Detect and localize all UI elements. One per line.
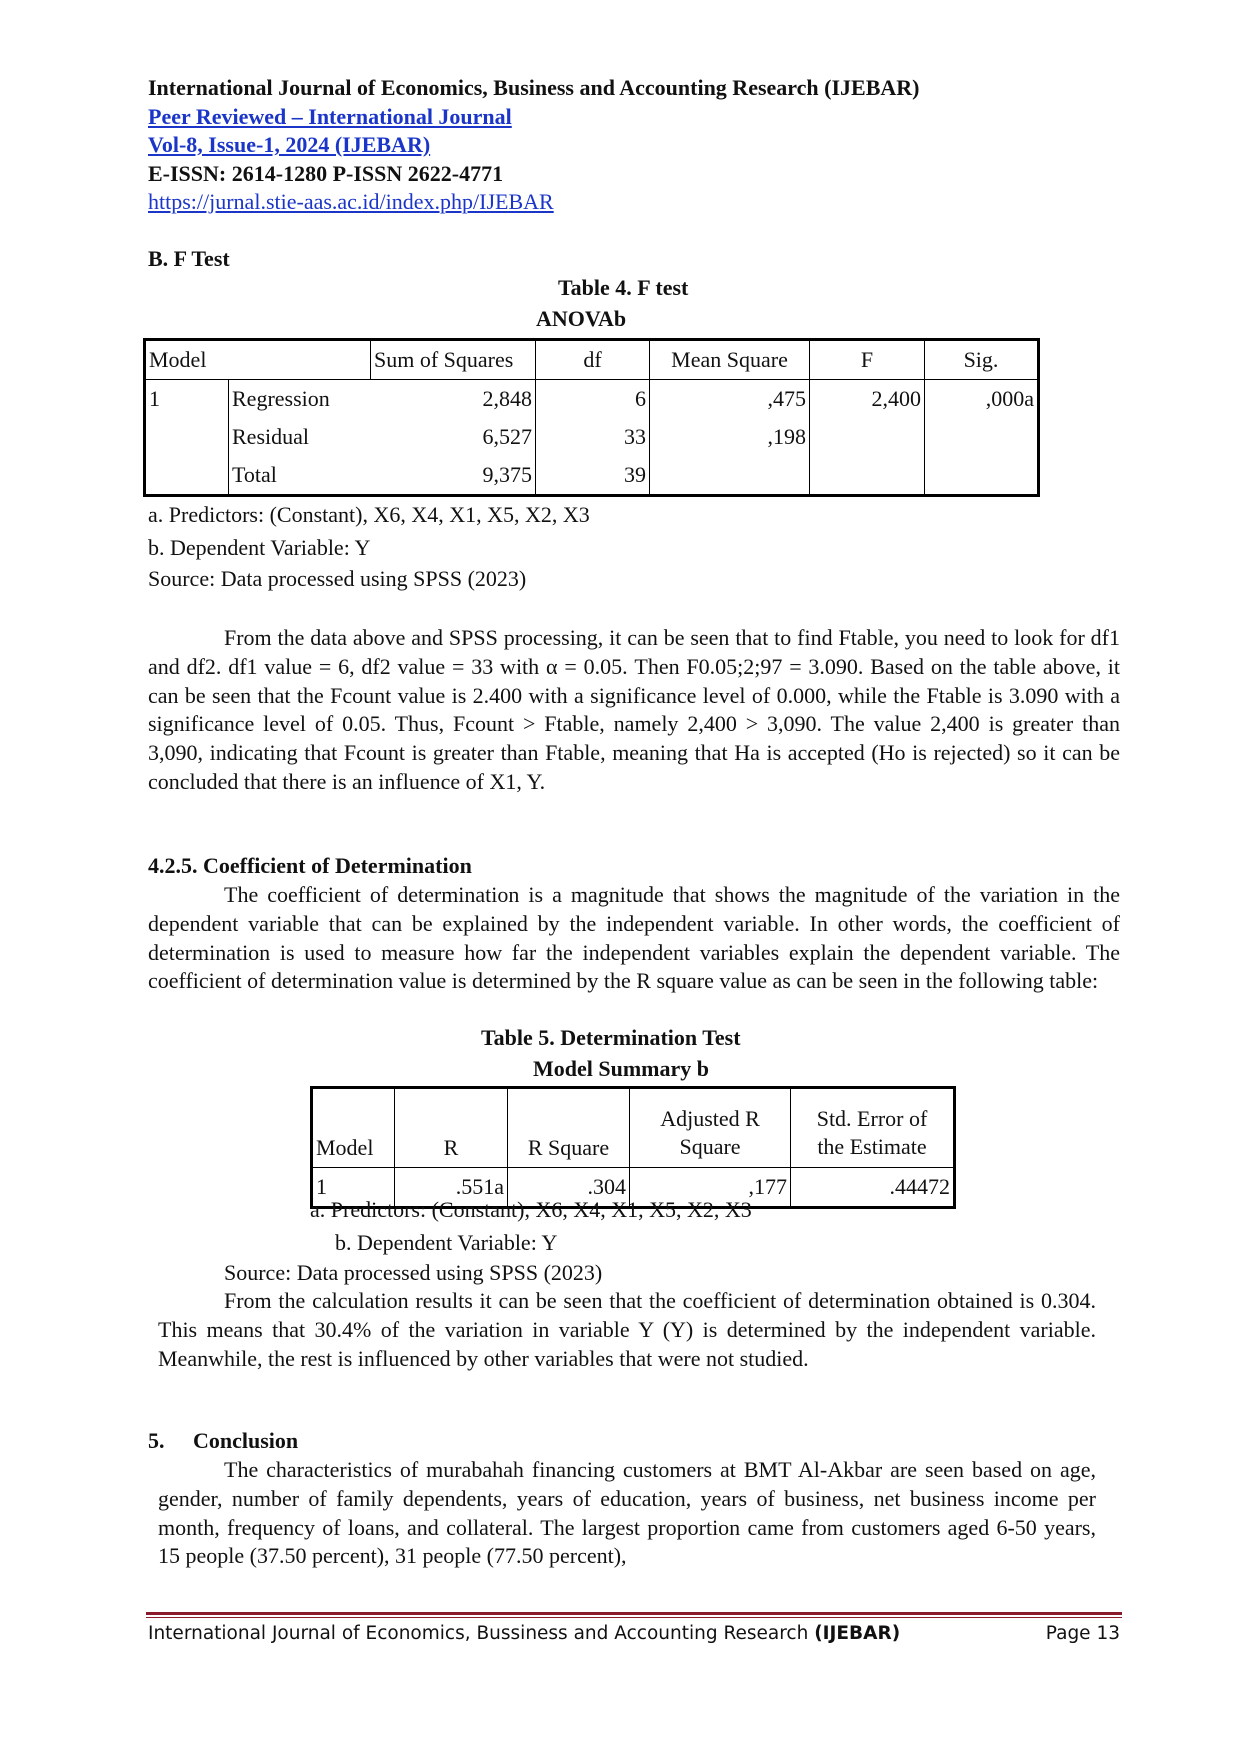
paragraph-coefficient: The coefficient of determination is a magnitude that shows the magnitude of the variation in the dependent variable that can be explained by the independent variable. In other words, the coefficient of determination is used to measure how far the independent variables explain the dependent variable. The coefficient of determination value is determined by the R square value as can be seen in the following table: [148, 882, 1120, 994]
cell-df: 33 [536, 418, 650, 456]
cell-name: Total [229, 456, 371, 496]
cell-adjusted-r-square: ,177 [630, 1168, 791, 1208]
table-row [145, 456, 1039, 496]
header-r-square: R Square [508, 1088, 630, 1168]
cell-sig [925, 456, 1039, 496]
cell-f [810, 418, 925, 456]
section-heading-f-test: B. F Test [148, 246, 230, 271]
issn-line: E-ISSN: 2614-1280 P-ISSN 2622-4771 [148, 160, 504, 186]
table-row [145, 380, 1039, 419]
cell-name: Residual [232, 424, 309, 449]
table4-note-b: b. Dependent Variable: Y [148, 535, 371, 560]
cell-name: Regression [232, 386, 330, 411]
cell-sig [925, 418, 1039, 456]
journal-url-link[interactable]: https://jurnal.stie-aas.ac.id/index.php/IJEBAR [148, 189, 554, 214]
cell-ss: 9,375 [371, 456, 536, 496]
cell-ss: 2,848 [371, 380, 536, 419]
table-row [145, 418, 1039, 456]
footer-journal: International Journal of Economics, Bussiness and Accounting Research [148, 1623, 815, 1644]
table4-note-a: a. Predictors: (Constant), X6, X4, X1, X5, X2, X3 [148, 502, 590, 527]
footer-divider [146, 1612, 1122, 1615]
table5-source: Source: Data processed using SPSS (2023) [224, 1260, 603, 1285]
cell-r-square: .304 [508, 1168, 630, 1208]
peer-reviewed-link[interactable]: Peer Reviewed – International Journal [148, 103, 512, 129]
cell-model: 1 [312, 1168, 395, 1208]
header-model: Model [145, 340, 371, 380]
cell-ms [650, 456, 810, 496]
cell-sig: ,000a [925, 380, 1039, 419]
header-f: F [810, 340, 925, 380]
section-heading-coefficient: 4.2.5. Coefficient of Determination [148, 853, 472, 878]
footer-journal-abbr: (IJEBAR) [814, 1623, 901, 1644]
journal-title: International Journal of Economics, Business and Accounting Research (IJEBAR) [148, 75, 920, 100]
paragraph-calculation: From the calculation results it can be seen that the coefficient of determination obtained is 0.304. This means that 30.4% of the variation in variable Y (Y) is determined by the independent variable. Meanwhile, the rest is influenced by other variables that were not studied. [158, 1288, 1096, 1371]
cell-df: 39 [536, 456, 650, 496]
header-mean-square: Mean Square [650, 340, 810, 380]
paragraph-conclusion: The characteristics of murabahah financing customers at BMT Al-Akbar are seen based on age, gender, number of family dependents, years of education, years of business, net business income per month, frequency of loans, and collateral. The largest proportion came from customers aged 6-50 years, 15 people (37.50 percent), 31 people (77.50 percent), [158, 1457, 1096, 1569]
page-number: Page 13 [1045, 1623, 1120, 1644]
table5-note-a: a. Predictors: (Constant), X6, X4, X1, X5, X2, X3 [310, 1197, 752, 1222]
cell-ms: ,475 [650, 380, 810, 419]
header-adjusted-r-square: Adjusted R Square [630, 1088, 791, 1168]
table4-title: ANOVAb [536, 306, 627, 331]
header-sum-of-squares: Sum of Squares [371, 340, 536, 380]
cell-f: 2,400 [810, 380, 925, 419]
header-std-error: Std. Error of the Estimate [791, 1088, 955, 1168]
anova-table [143, 338, 1040, 497]
section-number-conclusion: 5. [148, 1428, 165, 1453]
cell-f [810, 456, 925, 496]
header-sig: Sig. [925, 340, 1039, 380]
journal-header [148, 74, 920, 217]
paragraph-f-test: From the data above and SPSS processing, it can be seen that to find Ftable, you need to look for df1 and df2. df1 value = 6, df2 value = 33 with α = 0.05. Then F0.05;2;97 = 3.090. Based on the table above, it can be seen that the Fcount value is 2.400 with a significance level of 0.000, while the Ftable is 3.090 with a significance level of 0.05. Thus, Fcount > Ftable, namely 2,400 > 3,090. The value 2,400 is greater than 3,090, indicating that Fcount is greater than Ftable, meaning that Ha is accepted (Ho is rejected) so it can be concluded that there is an influence of X1, Y. [148, 625, 1120, 794]
table5-caption: Table 5. Determination Test [481, 1025, 741, 1050]
section-heading-conclusion: Conclusion [193, 1428, 299, 1453]
page-footer [148, 1623, 1122, 1644]
cell-df: 6 [536, 380, 650, 419]
cell-model: 1 [145, 380, 229, 419]
table-header-row [145, 340, 1039, 380]
footer-divider-thin [146, 1617, 1122, 1618]
model-summary-table [310, 1086, 956, 1209]
cell-r: .551a [395, 1168, 508, 1208]
cell-ms: ,198 [650, 418, 810, 456]
volume-link[interactable]: Vol-8, Issue-1, 2024 (IJEBAR) [148, 132, 431, 157]
table5-note-b: b. Dependent Variable: Y [335, 1230, 558, 1255]
table4-source: Source: Data processed using SPSS (2023) [148, 566, 527, 591]
cell-ss: 6,527 [371, 418, 536, 456]
header-model: Model [312, 1088, 395, 1168]
header-r: R [395, 1088, 508, 1168]
table-header-row [312, 1088, 955, 1168]
header-df: df [536, 340, 650, 380]
table5-title: Model Summary b [533, 1056, 709, 1081]
table4-caption: Table 4. F test [558, 275, 689, 300]
cell-std-error: .44472 [791, 1168, 955, 1208]
